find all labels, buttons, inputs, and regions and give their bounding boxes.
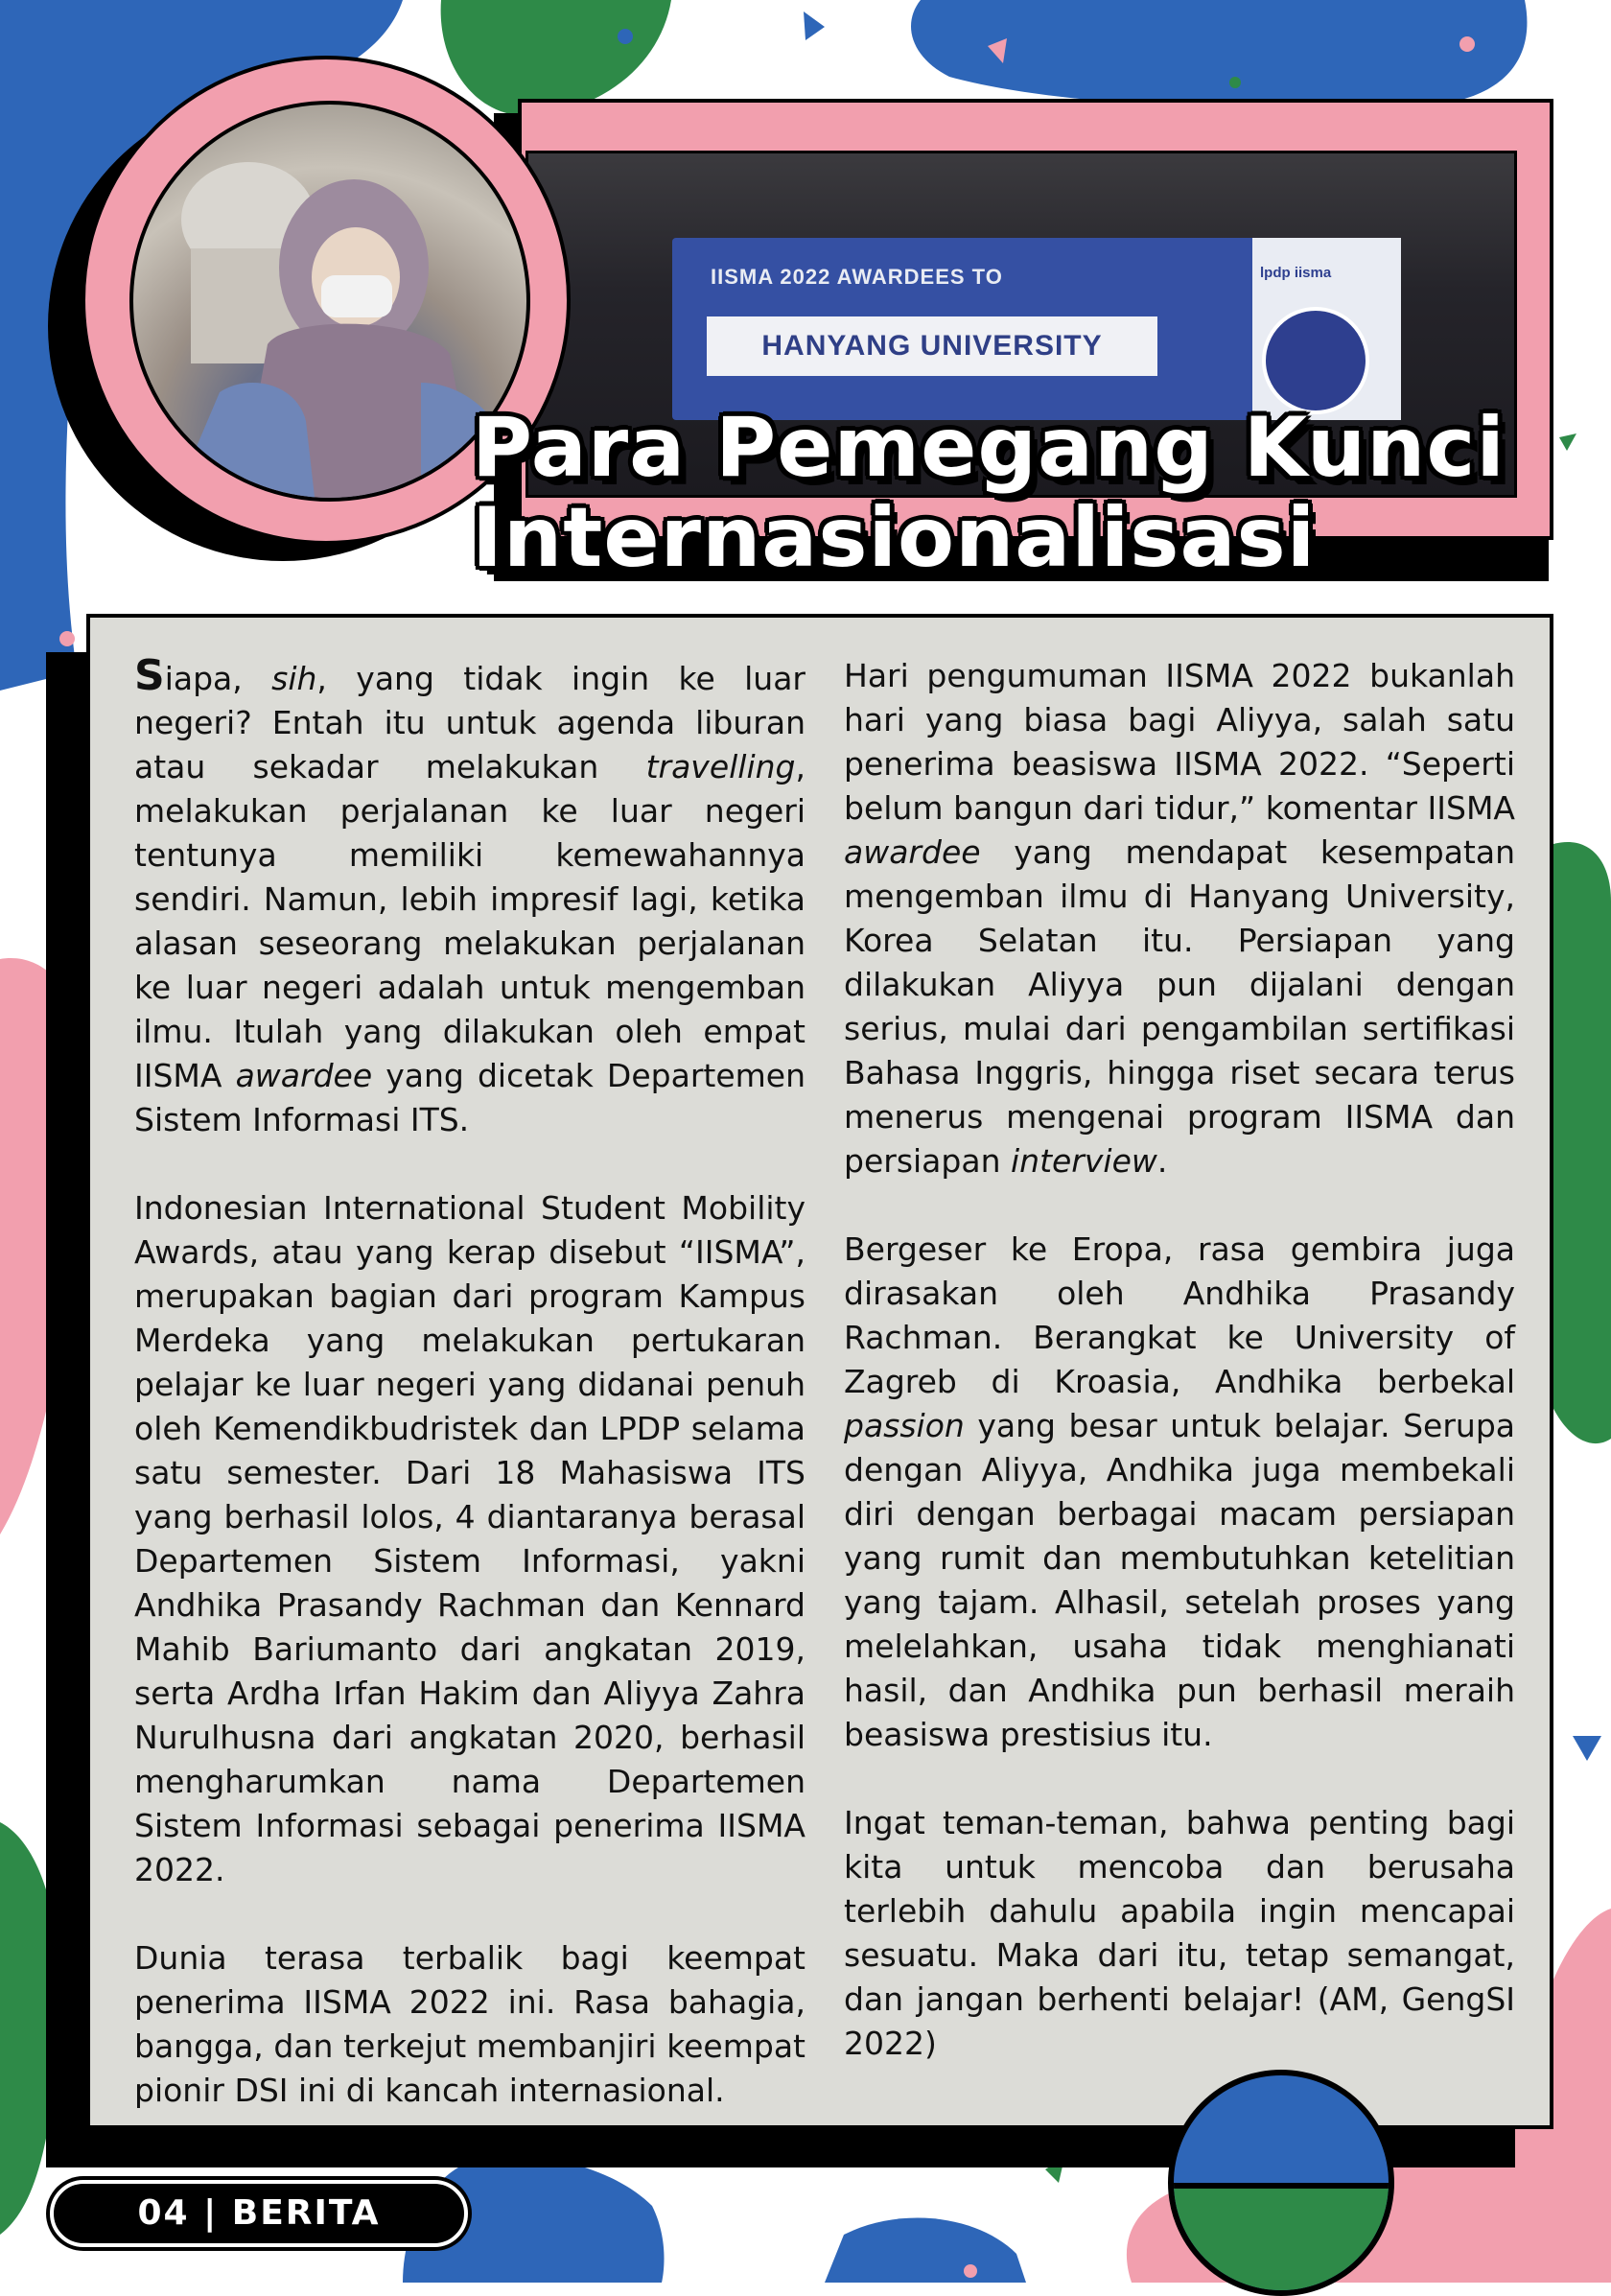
italic-text: interview [1010, 1142, 1157, 1180]
portrait-photo [129, 101, 530, 502]
portrait-figure [133, 105, 530, 502]
banner-top-text: IISMA 2022 AWARDEES TO [711, 265, 1003, 289]
text-run: yang mendapat kesempatan mengemban ilmu di Hanyang University, Korea Selatan itu. Persiapan yang dilakukan Aliyya pun dijalani dengan serius, mulai dari pengambilan sertifikasi Bahasa Inggris, hingga riset secara terus menerus mengenai program IISMA dan persiapan [844, 833, 1515, 1180]
decorative-ball-icon [1168, 2070, 1394, 2296]
text-run: iapa, [164, 660, 272, 697]
text-run: yang besar untuk belajar. Serupa dengan Aliyya, Andhika juga membekali diri dengan berbagai macam persiapan yang rumit dan membutuhkan ketelitian yang tajam. Alhasil, setelah proses yang melelahkan, usaha tidak menghianati hasil, dan Andhika pun berhasil meraih beasiswa prestisius itu. [844, 1407, 1515, 1753]
text-run: , yang tidak ingin ke luar negeri? Entah itu untuk agenda liburan atau sekadar melakukan [134, 660, 806, 785]
paragraph: Indonesian International Student Mobility Awards, atau yang kerap disebut “IISMA”, merupakan bagian dari program Kampus Merdeka yang melakukan pertukaran pelajar ke luar negeri yang didanai penuh oleh Kemendikbudristek dan LPDP selama satu semester. Dari 18 Mahasiswa ITS yang berhasil lolos, 4 diantaranya berasal Departemen Sistem Informasi, yakni Andhika Prasandy Rachman dan Kennard Mahib Bariumanto dari angkatan 2019, serta Ardha Irfan Hakim dan Aliyya Zahra Nurulhusna dari angkatan 2020, berhasil mengharumkan nama Departemen Sistem Informasi sebagai penerima IISMA 2022. [134, 1189, 806, 1888]
italic-text: sih [271, 660, 317, 697]
article-column-left [134, 651, 806, 2113]
banner-logos: lpdp iisma [1260, 265, 1332, 281]
paragraph [844, 1228, 1515, 1757]
banner-university-text: HANYANG UNIVERSITY [707, 316, 1157, 376]
university-seal-icon [1262, 307, 1369, 414]
text-run: Bergeser ke Eropa, rasa gembira juga dirasakan oleh Andhika Prasandy Rachman. Berangkat ke University of Zagreb di Kroasia, Andhika berbekal [844, 1230, 1515, 1400]
paragraph: Ingat teman-teman, bahwa penting bagi kita untuk mencoba dan berusaha terlebih dahulu apabila ingin mencapai sesuatu. Maka dari itu, tetap semangat, dan jangan berhenti belajar! (AM, GengSI 2022) [844, 1804, 1515, 2062]
page-title [472, 400, 1584, 586]
text-run: , melakukan perjalanan ke luar negeri tentunya memiliki kemewahannya sendiri. Namun, lebih impresif lagi, ketika alasan seseorang melakukan perjalanan ke luar negeri adalah untuk mengemban ilmu. Itulah yang dilakukan oleh empat IISMA [134, 748, 806, 1094]
page-section-label: 04 | BERITA [50, 2180, 468, 2247]
italic-text: awardee [844, 833, 981, 871]
text-run: . [1156, 1142, 1168, 1180]
title-line-2: Internasionalisasi [472, 490, 1317, 586]
italic-text: passion [844, 1407, 965, 1444]
dropcap: S [134, 651, 165, 700]
paragraph [134, 651, 806, 1142]
italic-text: travelling [645, 748, 796, 785]
text-run: yang dicetak Departemen Sistem Informasi ITS. [134, 1057, 806, 1138]
title-line-1: Para Pemegang Kunci [472, 400, 1506, 496]
text-run: Hari pengumuman IISMA 2022 bukanlah hari yang biasa bagi Aliyya, salah satu penerima beasiswa IISMA 2022. “Seperti belum bangun dari tidur,” komentar IISMA [844, 657, 1515, 827]
article-column-right [844, 654, 1515, 2066]
italic-text: awardee [235, 1057, 373, 1094]
paragraph [844, 654, 1515, 1183]
photo-banner [672, 238, 1401, 420]
paragraph: Dunia terasa terbalik bagi keempat penerima IISMA 2022 ini. Rasa bahagia, bangga, dan terkejut membanjiri keempat pionir DSI ini di kancah internasional. [134, 1939, 806, 2109]
